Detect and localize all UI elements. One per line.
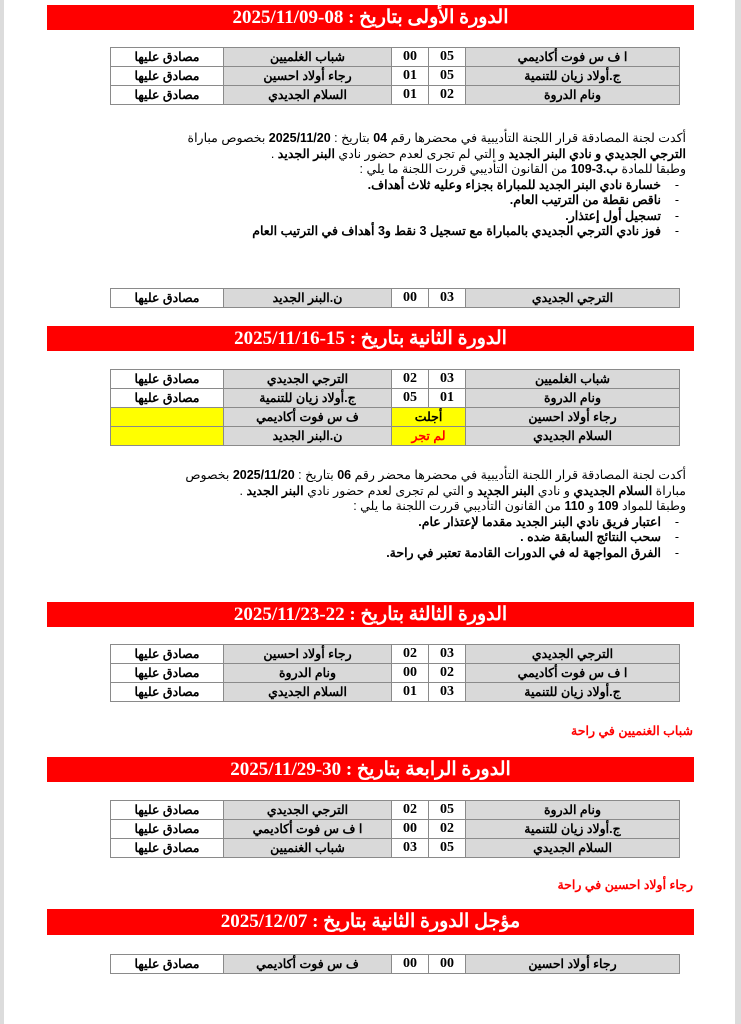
match-status [111,427,224,446]
home-score: 05 [429,839,466,858]
away-score: 01 [392,683,429,702]
round-2-header: الدورة الثانية بتاريخ : 15-2025/11/16 [47,326,694,351]
postponed-round-results-table [110,954,680,974]
decision-line: أكدت لجنة المصادقة قرار اللجنة التأديبية في محضرها محضر رقم 06 بتاريخ : 2025/11/20 بخصوص [185,468,686,482]
decision-line: وطبقا للمادة ب.3-109 من القانون التأديبي قررت اللجنة ما يلي : [359,162,686,176]
list-item: - سحب النتائج السابقة ضده . [520,530,679,544]
round-1-awarded-match-table [110,288,680,308]
match-status: مصادق عليها [111,389,224,408]
home-score: 00 [429,955,466,974]
away-score: 00 [392,820,429,839]
match-status: مصادق عليها [111,955,224,974]
away-score: 01 [392,86,429,105]
round-1-decision [66,131,701,240]
home-score: 03 [429,370,466,389]
page-edge-right [735,0,741,1024]
table-row [111,289,680,308]
home-score: 05 [429,67,466,86]
list-item: - فوز نادي الترجي الجديدي بالمباراة مع تسجيل 3 نقط و3 أهداف في الترتيب العام [252,224,679,238]
home-score: 03 [429,289,466,308]
home-team: ونام الدروة [466,801,680,820]
away-score: 00 [392,955,429,974]
home-score: 02 [429,820,466,839]
round-3-header: الدورة الثالثة بتاريخ : 22-2025/11/23 [47,602,694,627]
table-row [111,370,680,389]
match-status: مصادق عليها [111,67,224,86]
round-4-results-table [110,800,680,858]
match-status: مصادق عليها [111,683,224,702]
home-score: 05 [429,801,466,820]
decision-list [66,178,701,240]
away-score: 02 [392,645,429,664]
list-item: - اعتبار فريق نادي البنر الجديد مقدما لإعتذار عام. [418,514,679,529]
table-row [111,683,680,702]
round-2-decision [66,468,701,561]
home-team: السلام الجديدي [466,839,680,858]
away-team: ا ف س فوت أكاديمي [224,820,392,839]
match-status: مصادق عليها [111,664,224,683]
home-team: ج.أولاد زيان للتنمية [466,683,680,702]
page-edge-left [0,0,4,1024]
table-row [111,67,680,86]
away-score: 00 [392,289,429,308]
away-score: 00 [392,664,429,683]
away-team: شباب الغنميين [224,839,392,858]
round-1-header: الدورة الأولى بتاريخ : 08-2025/11/09 [47,5,694,30]
table-row [111,645,680,664]
away-team: ن.البنر الجديد [224,427,392,446]
list-item: - خسارة نادي البنر الجديد للمباراة بجزاء وعليه ثلاث أهداف. [367,177,679,192]
away-team: الترجي الجديدي [224,370,392,389]
home-score: 03 [429,645,466,664]
home-score: 03 [429,683,466,702]
home-team: الترجي الجديدي [466,289,680,308]
home-score: 01 [429,389,466,408]
away-team: ج.أولاد زيان للتنمية [224,389,392,408]
home-score: 02 [429,86,466,105]
table-row [111,955,680,974]
away-score: 02 [392,370,429,389]
decision-line: وطبقا للمواد 109 و 110 من القانون التأديبي قررت اللجنة ما يلي : [353,499,686,513]
not-played-note: لم تجر [392,427,466,446]
decision-line: مباراة السلام الجديدي و نادي البنر الجديد و التي لم تجرى لعدم حضور نادي البنر الجديد . [239,483,686,498]
away-team: الترجي الجديدي [224,801,392,820]
decision-line: أكدت لجنة المصادقة قرار اللجنة التأديبية في محضرها رقم 04 بتاريخ : 2025/11/20 بخصوص مباراة [187,131,686,145]
match-status: مصادق عليها [111,801,224,820]
match-status: مصادق عليها [111,370,224,389]
round-4-header: الدورة الرابعة بتاريخ : 30-2025/11/29 [47,757,694,782]
match-status: مصادق عليها [111,645,224,664]
decision-list [66,515,701,562]
away-team: رجاء أولاد احسين [224,645,392,664]
match-status: مصادق عليها [111,839,224,858]
home-team: رجاء أولاد احسين [466,408,680,427]
away-team: رجاء أولاد احسين [224,67,392,86]
home-score: 02 [429,664,466,683]
match-status: مصادق عليها [111,48,224,67]
away-team: ف س فوت أكاديمي [224,408,392,427]
home-team: الترجي الجديدي [466,645,680,664]
home-team: ا ف س فوت أكاديمي [466,664,680,683]
away-team: ونام الدروة [224,664,392,683]
round-2-results-table [110,369,680,446]
table-row [111,389,680,408]
match-status: مصادق عليها [111,86,224,105]
away-score: 05 [392,389,429,408]
home-team: ونام الدروة [466,86,680,105]
away-score: 01 [392,67,429,86]
home-team: ج.أولاد زيان للتنمية [466,820,680,839]
away-score: 02 [392,801,429,820]
home-score: 05 [429,48,466,67]
postponed-round-header: مؤجل الدورة الثانية بتاريخ : 2025/12/07 [47,909,694,935]
round-1-results-table [110,47,680,105]
list-item: - ناقص نقطة من الترتيب العام. [509,193,679,207]
table-row [111,86,680,105]
table-row [111,48,680,67]
home-team: ونام الدروة [466,389,680,408]
away-team: شباب الغلميين [224,48,392,67]
away-team: ف س فوت أكاديمي [224,955,392,974]
round-4-rest-note: رجاء أولاد احسين في راحة [557,878,693,892]
home-team: ا ف س فوت أكاديمي [466,48,680,67]
match-status [111,408,224,427]
home-team: ج.أولاد زيان للتنمية [466,67,680,86]
away-score: 00 [392,48,429,67]
table-row [111,664,680,683]
home-team: السلام الجديدي [466,427,680,446]
away-team: السلام الجديدي [224,683,392,702]
decision-line: الترجي الجديدي و نادي البنر الجديد و التي لم تجرى لعدم حضور نادي البنر الجديد . [270,146,686,161]
postponed-note: أجلت [392,408,466,427]
table-row [111,427,680,446]
home-team: شباب الغلميين [466,370,680,389]
round-3-results-table [110,644,680,702]
table-row [111,839,680,858]
table-row [111,820,680,839]
away-team: ن.البنر الجديد [224,289,392,308]
list-item: - تسجيل أول إعتذار. [565,208,679,223]
table-row [111,408,680,427]
list-item: - الفرق المواجهة له في الدورات القادمة تعتبر في راحة. [386,545,679,560]
table-row [111,801,680,820]
match-status: مصادق عليها [111,820,224,839]
away-team: السلام الجديدي [224,86,392,105]
round-3-rest-note: شباب الغنميين في راحة [571,724,693,738]
match-status: مصادق عليها [111,289,224,308]
away-score: 03 [392,839,429,858]
home-team: رجاء أولاد احسين [466,955,680,974]
